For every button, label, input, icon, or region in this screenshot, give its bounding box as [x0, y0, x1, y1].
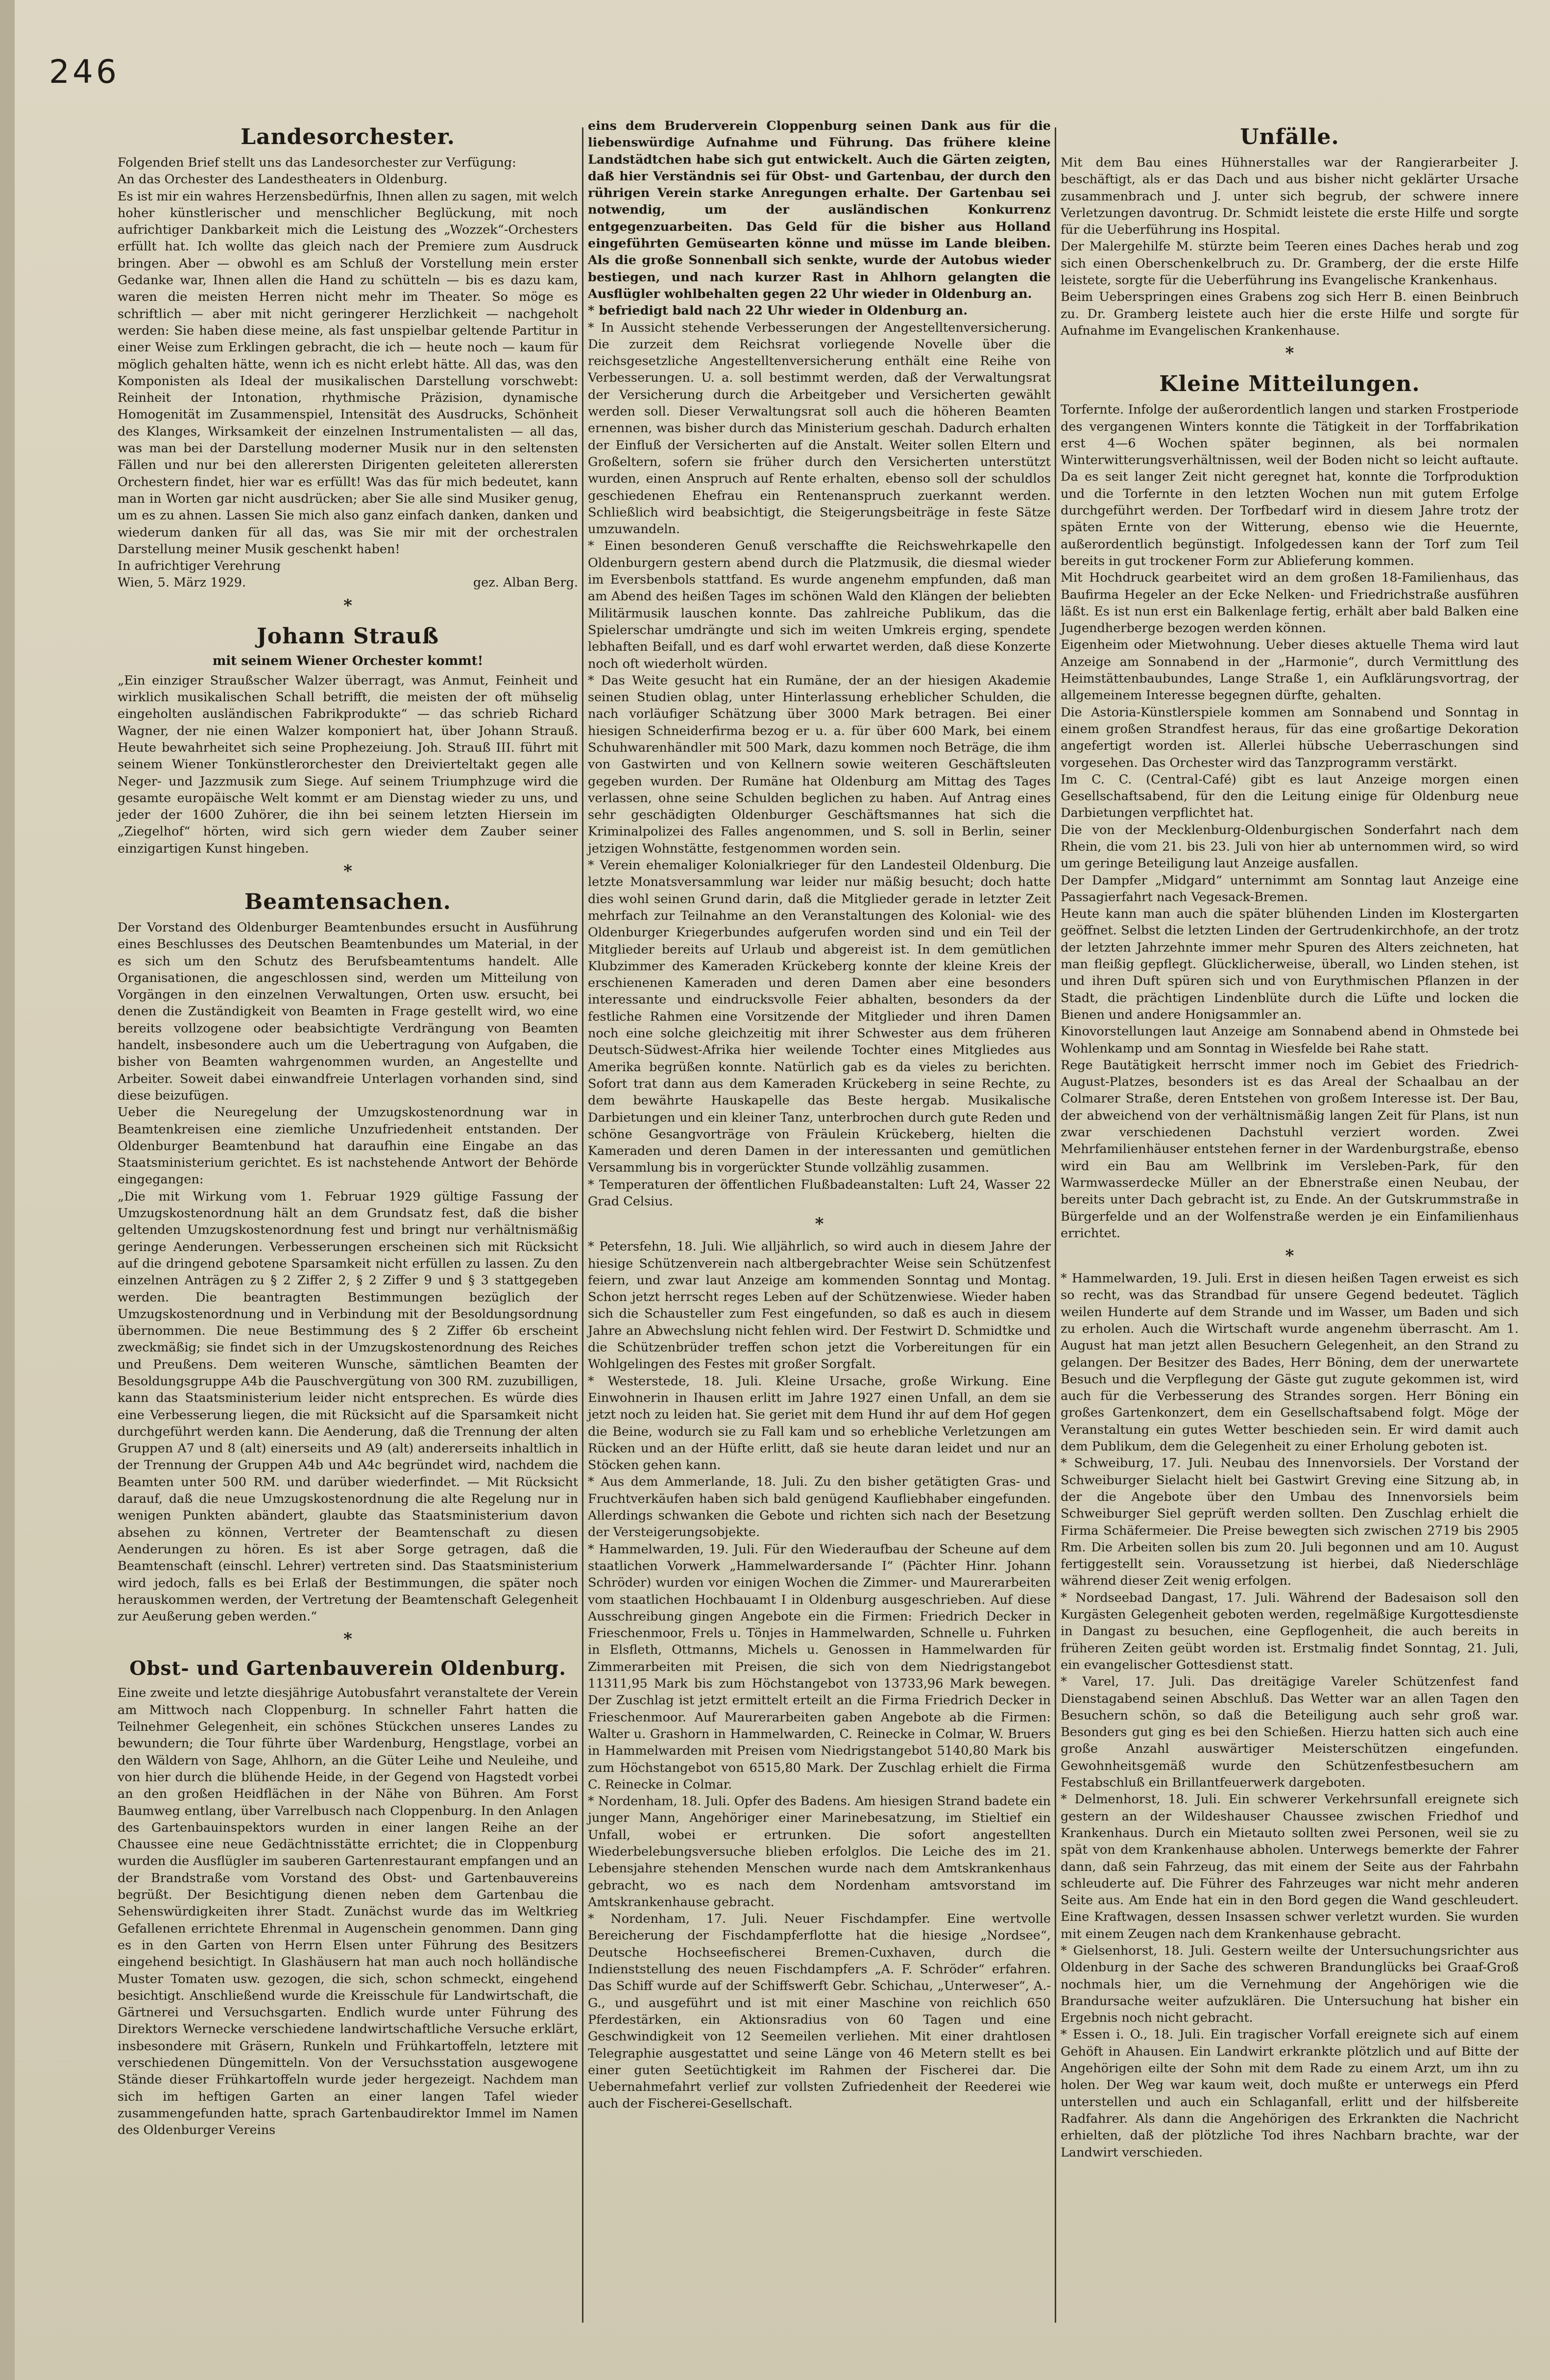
section-separator: * — [1285, 344, 1294, 364]
article-paragraph: Der Vorstand des Oldenburger Beamtenbundes ersucht in Ausführung eines Beschlusses des Deutschen Beamtenbundes um Material, in der es sich um den Schutz des Berufsbeamtentums handelt. Alle Organisationen, die angeschlossen sind, werden um Mitteilung von Vorgängen in den einzelnen Verwaltungen, Orten usw. ersucht, bei denen die Zuständigkeit von Beamten in Frage gestellt wird, wo eine bereits vollzogene oder beabsichtigte Verdrängung von Beamten handelt, insbesondere auch um die Uebertragung von Aufgaben, die bisher von Beamten wahrgenommen wurden, an Angestellte und Arbeiter. Soweit dabei einwandfreie Unterlagen vorhanden sind, sind diese beizufügen. — [118, 920, 578, 1103]
column-middle — [588, 118, 1051, 2112]
column-rule — [582, 127, 583, 2323]
article-paragraph: * Temperaturen der öffentlichen Flußbadeanstalten: Luft 24, Wasser 22 Grad Celsius. — [588, 1177, 1051, 1209]
article-paragraph: * Delmenhorst, 18. Juli. Ein schwerer Verkehrsunfall ereignete sich gestern an der Wildeshauser Chaussee zwischen Friedhof und Krankenhaus. Durch ein Mietauto sollten zwei Personen, weil sie zu spät von dem Krankenhause abholen. Unterwegs bemerkte der Fahrer dann, daß sein Fahrzeug, das mit einem der Seite aus der Fahrbahn schleuderte auf. Die Führer des Fahrzeuges war nicht mehr anderen Seite aus. Am Ende hat ein in den Bord gegen die Wand geschleudert. Eine Kraftwagen, dessen Insassen schwer verletzt wurden. Sie wurden mit einem Zeugen nach dem Krankenhause gebracht. — [1061, 1792, 1519, 1941]
article-paragraph: Der Malergehilfe M. stürzte beim Teeren eines Daches herab und zog sich einen Oberschenkelbruch zu. Dr. Gramberg, der die erste Hilfe leistete, sorgte für die Ueberführung ins Evangelische Krankenhaus. — [1061, 239, 1519, 288]
signature: gez. Alban Berg. — [473, 575, 578, 590]
article-paragraph: Eine zweite und letzte diesjährige Autobusfahrt veranstaltete der Verein am Mittwoch nach Cloppenburg. In schneller Fahrt hatten die Teilnehmer Gelegenheit, ein schönes Stückchen unseres Landes zu bewundern; die Tour führte über Wardenburg, Hengstlage, vorbei an den Wäldern von Sage, Ahlhorn, an die Güter Leihe und Neuleihe, und von hier durch die blühende Heide, in der Gegend von Hagstedt vorbei an den großen Heidflächen in der Nähe von Bühren. Am Forst Baumweg entlang, über Varrelbusch nach Cloppenburg. In den Anlagen des Gartenbauinspektors wurden in einer langen Reihe an der Chaussee eine neue Gedächtnisstätte errichtet; die in Cloppenburg wurden die Ausflügler im sauberen Gartenrestaurant empfangen und an der Brandstraße vom Vorstand des Obst- und Gartenbauvereins begrüßt. Der Besichtigung dienen neben dem Gartenbau die Sehenswürdigkeiten ihrer Stadt. Zunächst wurde das im Weltkrieg Gefallenen errichtete Ehrenmal in Augenschein genommen. Dann ging es in den Garten von Herrn Elsen unter Führung des Besitzers eingehend besichtigt. In Glashäusern hat man auch noch holländische Muster Tomaten usw. gezogen, die sich, schon schmeckt, eingehend besichtigt. Anschließend wurde die Kreisschule für Landwirtschaft, die Gärtnerei und Versuchsgarten. Endlich wurde unter Führung des Direktors Wernecke verschiedene landwirtschaftliche Versuche erklärt, insbesondere mit Gräsern, Runkeln und Frühkartoffeln, letztere mit verschiedenen Düngemitteln. Von der Versuchsstation ausgewogene Stände dieser Frühkartoffeln wurde jeder hergezeigt. Nachdem man sich im heftigen Garten an einer langen Tafel wieder zusammengefunden hatte, sprach Gartenbaudirektor Immel im Namen des Oldenburger Vereins — [118, 1686, 578, 2138]
article-paragraph: * Nordenham, 17. Juli. Neuer Fischdampfer. Eine wertvolle Bereicherung der Fischdampferflotte hat die hiesige „Nordsee“, Deutsche Hochseefischerei Bremen-Cuxhaven, durch die Indienststellung des neuen Fischdampfers „A. F. Schröder“ erfahren. Das Schiff wurde auf der Schiffswerft Gebr. Schichau, „Unterweser“, A.-G., und ausgeführt und ist mit einer Maschine von reichlich 650 Pferdestärken, ein Aktionsradius von 60 Tagen und eine Geschwindigkeit von 12 Seemeilen verliehen. Mit einer drahtlosen Telegraphie ausgestattet und seine Länge von 46 Metern stellt es bei einer guten Seetüchtigkeit im Rahmen der Fischerei dar. Die Uebernahmefahrt verlief zur vollsten Zufriedenheit der Reederei wie auch der Fischerei-Gesellschaft. — [588, 1912, 1051, 2111]
section-separator: * — [343, 861, 352, 881]
article-paragraph: * Hammelwarden, 19. Juli. Erst in diesen heißen Tagen erweist es sich so recht, was das Strandbad für unsere Gegend bedeutet. Täglich weilen Hunderte auf dem Strande und im Wasser, um Baden und sich zu erholen. Auch die Wirtschaft wurde angenehm überrascht. Am 1. August hat man jetzt allen Besuchern Gelegenheit, an den Strand zu gelangen. Der Besitzer des Bades, Herr Böning, dem der unerwartete Besuch und die Verpflegung der Gäste gut zugute gekommen ist, wird auch für die Verbesserung des Strandes sorgen. Herr Böning ein großes Gartenkonzert, dem ein Gesellschaftsabend folgt. Möge der Veranstaltung ein gutes Wetter beschieden sein. Er wird damit auch dem Publikum, dem die Gelegenheit zu einer Erholung geboten ist. — [1061, 1271, 1519, 1454]
section-separator: * — [343, 1629, 352, 1649]
article-paragraph: * Hammelwarden, 19. Juli. Für den Wiederaufbau der Scheune auf dem staatlichen Vorwerk „Hammelwardersande I“ (Pächter Hinr. Johann Schröder) wurden vor einigen Wochen die Zimmer- und Maurerarbeiten vom staatlichen Hochbauamt I in Oldenburg ausgeschrieben. Auf diese Ausschreibung gingen Angebote ein die Firmen: Friedrich Decker in Frieschenmoor, Frels u. Tönjes in Hammelwarden, Schnelle u. Fuhrken in Elsfleth, Ottmanns, Michels u. Genossen in Hammelwarden für Zimmerarbeiten mit Preisen, die sich von dem Niedrigstangebot 11311,95 Mark bis zum Höchstangebot von 13733,96 Mark bewegen. Der Zuschlag ist jetzt ermittelt erteilt an die Firma Friedrich Decker in Frieschenmoor. Auf Maurerarbeiten gaben Angebote ab die Firmen: Walter u. Grashorn in Hammelwarden, C. Reinecke in Colmar, W. Bruers in Hammelwarden mit Preisen vom Niedrigstangebot 5140,80 Mark bis zum Höchstangebot von 6515,80 Mark. Der Zuschlag erhielt die Firma C. Reinecke in Colmar. — [588, 1542, 1051, 1792]
section-separator: * — [1285, 1246, 1294, 1266]
column-rule — [1055, 127, 1056, 2323]
article-paragraph: * Varel, 17. Juli. Das dreitägige Vareler Schützenfest fand Dienstagabend seinen Abschluß. Das Wetter war an allen Tagen den Besuchern schön, so daß die Beteiligung auch sehr groß war. Besonders gut ging es bei den Schießen. Hierzu hatten sich auch eine große Anzahl auswärtiger Meisterschützen eingefunden. Gewohnheitsgemäß wurde den Schützenfestbesuchern am Festabschluß ein Brillantfeuerwerk dargeboten. — [1061, 1674, 1519, 1791]
article-paragraph: Mit Hochdruck gearbeitet wird an dem großen 18-Familienhaus, das Baufirma Hegeler an der Ecke Nelken- und Friedrichstraße ausführen läßt. Es ist nun erst ein Balkenlage fertig, erhält aber bald Balken eine Jugendherberge bezogen werden können. — [1061, 570, 1519, 636]
article-paragraph: * Essen i. O., 18. Juli. Ein tragischer Vorfall ereignete sich auf einem Gehöft in Ahausen. Ein Landwirt erkrankte plötzlich und auf Bitte der Angehörigen eilte der Sohn mit dem Rade zu einem Arzt, um ihn zu holen. Der Weg war kaum weit, doch mußte er unterwegs ein Pferd unterstellen und auch ein Schlaganfall, erlitt und der hilfsbereite Radfahrer. Als dann die Angehörigen des Erkrankten die Nachricht erhielten, daß der plötzliche Tod ihres Nachbarn brachte, war der Landwirt verschieden. — [1061, 2027, 1519, 2160]
article-paragraph: Kinovorstellungen laut Anzeige am Sonnabend abend in Ohmstede bei Wohlenkamp und am Sonntag in Wiesfelde bei Rahe statt. — [1061, 1024, 1519, 1056]
column-right — [1061, 118, 1519, 2161]
article-paragraph: * Aus dem Ammerlande, 18. Juli. Zu den bisher getätigten Gras- und Fruchtverkäufen haben sich bald genügend Kaufliebhaber eingefunden. Allerdings schwanken die Gebote und richten sich nach der Besetzung der Versteigerungsobjekte. — [588, 1474, 1051, 1540]
article-paragraph: „Die mit Wirkung vom 1. Februar 1929 gültige Fassung der Umzugskostenordnung hält an dem Grundsatz fest, daß die bisher geltenden Umzugskostenordnung fest und bringt nur verhältnismäßig geringe Aenderungen. Verbesserungen erscheinen sich mit Rücksicht auf die dringend gebotene Sparsamkeit nicht erfüllen zu lassen. Zu den einzelnen Anträgen zu § 2 Ziffer 2, § 2 Ziffer 9 und § 3 stattgegeben werden. Die beantragten Bestimmungen bezüglich der Umzugskostenordnung und in Verbindung mit der Besoldungsordnung übernommen. Die neue Bestimmung des § 2 Ziffer 6b erscheint zweckmäßig; sie findet sich in der Umzugskostenordnung des Reiches und Preußens. Dem weiteren Wunsche, sämtlichen Beamten der Besoldungsgruppe A4b die Pauschvergütung von 300 RM. zuzubilligen, kann das Staatsministerium leider nicht entsprechen. Es würde dies eine Verbesserung liegen, die mit Rücksicht auf die Sparsamkeit nicht durchgeführt werden kann. Die Aenderung, daß die Trennung der alten Gruppen A7 und 8 (alt) einerseits und A9 (alt) andererseits inhaltlich in der Trennung der Gruppen A4b und A4c begründet wird, nachdem die Beamten unter 500 RM. und darüber wiederfindet. — Mit Rücksicht darauf, daß die neue Umzugskostenordnung die alte Regelung nur in wenigen Punkten abändert, glaubte das Staatsministerium davon absehen zu können, Vertreter der Beamtenschaft zu diesen Aenderungen zu hören. Es ist aber Sorge getragen, daß die Beamtenschaft (einschl. Lehrer) vertreten sind. Das Staatsministerium wird jedoch, falls es bei Erlaß der Bestimmungen, die später noch herauskommen werden, der Vertretung der Beamtenschaft Gelegenheit zur Aeußerung geben werden.“ — [118, 1189, 578, 1624]
article-paragraph: * Gielsenhorst, 18. Juli. Gestern weilte der Untersuchungsrichter aus Oldenburg in der Sache des schweren Brandunglücks bei Graaf-Groß nochmals hier, um die Vernehmung der Angehörigen wie die Brandursache weiter aufzuklären. Die Untersuchung hat bisher ein Ergebnis noch nicht gebracht. — [1061, 1943, 1519, 2026]
dateline: Wien, 5. März 1929. — [118, 575, 246, 590]
article-headline: Landesorchester. — [241, 124, 455, 149]
article-paragraph: * Petersfehn, 18. Juli. Wie alljährlich, so wird auch in diesem Jahre der hiesige Schützenverein nach altbergebrachter Weise sein Schützenfest feiern, und zwar laut Anzeige am kommenden Sonntag und Montag. Schon jetzt herrscht reges Leben auf der Schützenwiese. Wieder haben sich die Schausteller zum Fest eingefunden, so daß es auch in diesem Jahre an Abwechslung nicht fehlen wird. Der Festwirt D. Schmidtke und die Schützenbrüder treffen schon jetzt die Vorbereitungen für ein Wohlgelingen des Festes mit großer Sorgfalt. — [588, 1239, 1051, 1372]
article-paragraph: Beim Ueberspringen eines Grabens zog sich Herr B. einen Beinbruch zu. Dr. Gramberg leistete auch hier die erste Hilfe und sorgte für Aufnahme im Evangelischen Krankenhause. — [1061, 290, 1519, 338]
signature-line — [118, 574, 578, 591]
article-paragraph: Im C. C. (Central-Café) gibt es laut Anzeige morgen einen Gesellschaftsabend, für den die Leitung einige für Oldenburg neue Darbietungen verpflichtet hat. — [1061, 772, 1519, 821]
article-paragraph: Eigenheim oder Mietwohnung. Ueber dieses aktuelle Thema wird laut Anzeige am Sonnabend in der „Harmonie“, durch Vermittlung des Heimstättenbaubundes, Lange Straße 1, ein Aufklärungsvortrag, der allgemeinem Interesse begegnen dürfte, gehalten. — [1061, 638, 1519, 703]
article-paragraph: An das Orchester des Landestheaters in Oldenburg. — [118, 172, 448, 187]
article-paragraph: Torfernte. Infolge der außerordentlich langen und starken Frostperiode des vergangenen Winters konnte die Tätigkeit in der Torffabrikation erst 4—6 Wochen später beginnen, als bei normalen Winterwitterungsverhältnissen, weil der Boden nicht so leicht auftaute. Da es seit langer Zeit nicht geregnet hat, konnte die Torfproduktion und die Torfernte in den letzten Wochen nun mit gutem Erfolge durchgeführt werden. Der Torfbedarf wird in diesem Jahre trotz der späten Ernte von der Witterung, ebenso wie die Heuernte, außerordentlich begünstigt. Infolgedessen kann der Torf zum Teil bereits in gut trockener Form zur Ablieferung kommen. — [1061, 402, 1519, 568]
article-paragraph: Folgenden Brief stellt uns das Landesorchester zur Verfügung: — [118, 155, 516, 170]
page-edge — [0, 0, 15, 2380]
article-paragraph: „Ein einziger Straußscher Walzer überragt, was Anmut, Feinheit und wirklich musikalischen Schall betrifft, die meisten der oft mühselig eingeholten ausländischen Fabrikprodukte“ — das schrieb Richard Wagner, der nie einen Walzer komponiert hat, über Johann Strauß. Heute bewahrheitet sich seine Prophezeiung. Joh. Strauß III. führt mit seinem Wiener Tonkünstlerorchester den Dreivierteltakt gegen alle Neger- und Jazzmusik zum Siege. Auf seinem Triumphzuge wird die gesamte europäische Welt kommt er am Dienstag wieder zu uns, und jeder der 1600 Zuhörer, die ihn bei seinem letzten Hiersein im „Ziegelhof“ hörten, wird sich gern wieder dem Zauber seiner einzigartigen Kunst hingeben. — [118, 673, 578, 856]
article-paragraph: eins dem Bruderverein Cloppenburg seinen Dank aus für die liebenswürdige Aufnahme und Führung. Das frühere kleine Landstädtchen habe sich gut entwickelt. Auch die Gärten zeigten, daß hier Verständnis sei für Obst- und Gartenbau, der durch den rührigen Verein starke Anregungen erhalte. Der Gartenbau sei notwendig, um der ausländischen Konkurrenz entgegenzuarbeiten. Das Geld für die bisher aus Holland eingeführten Gemüsearten könne und müsse im Lande bleiben. Als die große Sonnenball sich senkte, wurde der Autobus wieder bestiegen, und nach kurzer Rast in Ahlhorn gelangten die Ausflügler wohlbehalten gegen 22 Uhr wieder in Oldenburg an. — [588, 119, 1051, 301]
article-headline: Johann Strauß — [256, 623, 439, 649]
article-headline: Unfälle. — [1240, 124, 1339, 149]
article-paragraph: * In Aussicht stehende Verbesserungen der Angestelltenversicherung. Die zurzeit dem Reichsrat vorliegende Novelle über die reichsgesetzliche Angestelltenversicherung enthält eine Reihe von Verbesserungen. U. a. soll bestimmt werden, daß der Verwaltungsrat der Versicherung durch die Arbeitgeber und Versicherten gewählt werden soll. Dieser Verwaltungsrat soll auch die höheren Beamten ernennen, was bisher durch das Ministerium geschah. Dadurch erhalten der Einfluß der Versicherten auf die Anstalt. Weiter sollen Eltern und Großeltern, sofern sie früher durch den Versicherten unterstützt wurden, einen Anspruch auf Rente erhalten, ebenso soll der schuldlos geschiedenen Ehefrau ein Rentenanspruch zuerkannt werden. Schließlich wird beabsichtigt, die Steigerungsbeiträge in feste Sätze umzuwandeln. — [588, 320, 1051, 537]
article-paragraph: Heute kann man auch die später blühenden Linden im Klostergarten geöffnet. Selbst die letzten Linden der Gertrudenkirchhofe, an der trotz der letzten Jahrzehnte immer mehr Spuren des Alters zeichneten, hat man fleißig gepflegt. Glücklicherweise, überall, wo Linden stehen, ist und ihren Duft spüren sich und von Eurythmischen Pflanzen in der Stadt, die prächtigen Lindenblüte durch die Lüfte und locken die Bienen und andere Honigsammler an. — [1061, 907, 1519, 1022]
article-paragraph: * Das Weite gesucht hat ein Rumäne, der an der hiesigen Akademie seinen Studien oblag, unter Hinterlassung erheblicher Schulden, die nach vorläufiger Schätzung über 3000 Mark betragen. Bei einer hiesigen Schneiderfirma bezog er u. a. für über 600 Mark, bei einem Schuhwarenhändler mit 500 Mark, dazu kommen noch Beträge, die ihm von Gastwirten und von Kellnern sowie weiteren Geschäftsleuten gegeben wurden. Der Rumäne hat Oldenburg am Mittag des Tages verlassen, ohne seine Schulden beglichen zu haben. Auf Antrag eines sehr geschädigten Oldenburger Geschäftsmannes hat sich die Kriminalpolizei des Falles angenommen, und S. soll in Berlin, seiner jetzigen Wohnstätte, festgenommen worden sein. — [588, 673, 1051, 856]
column-left — [118, 118, 578, 2138]
article-subheadline: mit seinem Wiener Orchester kommt! — [212, 653, 484, 668]
section-separator: * — [815, 1214, 824, 1234]
article-paragraph: * Nordseebad Dangast, 17. Juli. Während der Badesaison soll den Kurgästen Gelegenheit geboten werden, regelmäßige Kurgottesdienste in Dangast zu besuchen, eine Gepflogenheit, die auch bereits in früheren Zeiten geübt worden ist. Erstmalig findet Sonntag, 21. Juli, ein evangelischer Gottesdienst statt. — [1061, 1590, 1519, 1672]
article-paragraph: Ueber die Neuregelung der Umzugskostenordnung war in Beamtenkreisen eine ziemliche Unzufriedenheit entstanden. Der Oldenburger Beamtenbund hat daraufhin eine Eingabe an das Staatsministerium gerichtet. Es ist nachstehende Antwort der Behörde eingegangen: — [118, 1105, 578, 1187]
article-paragraph: * Westerstede, 18. Juli. Kleine Ursache, große Wirkung. Eine Einwohnerin in Ihausen erlitt im Jahre 1927 einen Unfall, an dem sie jetzt noch zu leiden hat. Sie geriet mit dem Hund ihr auf dem Hof gegen die Beine, wodurch sie zu Fall kam und so erhebliche Verletzungen am Rücken und an der Hüfte erlitt, daß sie heute daran leidet und nur an Stöcken gehen kann. — [588, 1374, 1051, 1473]
article-paragraph: Es ist mir ein wahres Herzensbedürfnis, Ihnen allen zu sagen, mit welch hoher künstlerischer und menschlicher Beglückung, mit noch aufrichtiger Dankbarkeit mich die Leistung des „Wozzek“-Orchesters erfüllt hat. Ich wollte das gleich nach der Premiere zum Ausdruck bringen. Aber — obwohl es am Schluß der Vorstellung mein erster Gedanke war, Ihnen allen die Hand zu schütteln — bis es dazu kam, waren die meisten Herren nicht mehr im Theater. So möge es schriftlich — aber mit nicht geringerer Herzlichkeit — nachgeholt werden: Sie haben diese meine, als fast unspielbar geltende Partitur in einer Weise zum Erklingen gebracht, die ich — heute noch — kaum für möglich gehalten hätte, wenn ich es nicht erlebt hätte. All das, was den Komponisten als Ideal der musikalischen Darstellung vorschwebt: Reinheit der Intonation, rhythmische Präzision, dynamische Homogenität im Zusammenspiel, Intensität des Ausdrucks, Schönheit des Klanges, Wirksamkeit der einzelnen Instrumentalisten — all das, was man bei der Darstellung moderner Musik nur in den seltensten Fällen und nur bei den allerersten Dirigenten geleiteten allerersten Orchestern findet, hier war es erfüllt! Was das für mich bedeutet, kann man in Worten gar nicht ausdrücken; aber Sie alle sind Musiker genug, um es zu ahnen. Lassen Sie mich also ganz einfach danken, danken und wiederum danken für all das, was Sie mir mit der orchestralen Darstellung meiner Musik geschenkt haben! — [118, 189, 578, 557]
article-paragraph: * Nordenham, 18. Juli. Opfer des Badens. Am hiesigen Strand badete ein junger Mann, Angehöriger einer Marinebesatzung, im Stieltief ein Unfall, wobei er ertrunken. Die sofort angestellten Wiederbelebungsversuche blieben erfolglos. Die Leiche des im 21. Lebensjahre stehenden Menschen wurde nach dem Amtskrankenhaus gebracht, wo es nach dem Nordenham amtsvorstand im Amtskrankenhause gebracht. — [588, 1794, 1051, 1910]
article-headline: Kleine Mitteilungen. — [1159, 371, 1420, 397]
article-paragraph: Der Dampfer „Midgard“ unternimmt am Sonntag laut Anzeige eine Passagierfahrt nach Vegesack-Bremen. — [1061, 873, 1519, 905]
page-number: 246 — [49, 53, 120, 91]
article-paragraph: In aufrichtiger Verehrung — [118, 559, 281, 574]
article-paragraph: * Verein ehemaliger Kolonialkrieger für den Landesteil Oldenburg. Die letzte Monatsversammlung war leider nur mäßig besucht; doch hatte dies wohl seinen Grund darin, daß die Mitglieder gerade in letzter Zeit mehrfach zur Teilnahme an den Veranstaltungen des Kolonial- wie des Oldenburger Kriegerbundes aufgerufen worden sind und ein Teil der Mitglieder bereits auf Urlaub und abgereist ist. In dem gemütlichen Klubzimmer des Kameraden Krückeberg konnte der kleine Kreis der erschienenen Kameraden und deren Damen aber eine besonders interessante und eindrucksvolle Feier abhalten, besonders da der festliche Rahmen eine Vorsitzende der Mitglieder und ihren Damen noch eine solche gleichzeitig mit ihrer Schwester aus dem früheren Deutsch-Südwest-Afrika hier weilende Tochter eines Mitgliedes aus Amerika begrüßen konnte. Natürlich gab es da vieles zu berichten. Sofort trat dann aus dem Kameraden Krückeberg in seine Rechte, zu dem bewährte Hauskapelle das Beste hergab. Musikalische Darbietungen und ein kleiner Tanz, unterbrochen durch gute Reden und schöne Gesangvorträge von Fräulein Krückeberg, hielten die Kameraden und deren Damen in der interessanten und gemütlichen Versammlung bis in vorgerückter Stunde vollzählig zusammen. — [588, 858, 1051, 1176]
article-paragraph: * Schweiburg, 17. Juli. Neubau des Innenvorsiels. Der Vorstand der Schweiburger Sielacht hielt bei Gastwirt Greving eine Sitzung ab, in der die Angebote über den Umbau des Innenvorsiels beim Schweiburger Siel geprüft werden sollten. Den Zuschlag erhielt die Firma Schäfermeier. Die Preise bewegten sich zwischen 2719 bis 2905 Rm. Die Arbeiten sollen bis zum 20. Juli begonnen und am 10. August fertiggestellt sein. Voraussetzung ist hierbei, daß Niederschläge während dieser Zeit wenig erfolgen. — [1061, 1456, 1519, 1589]
article-paragraph: Die Astoria-Künstlerspiele kommen am Sonnabend und Sonntag in einem großen Strandfest heraus, für das eine großartige Dekoration angefertigt worden ist. Allerlei hübsche Ueberraschungen sind vorgesehen. Das Orchester wird das Tanzprogramm verstärkt. — [1061, 705, 1519, 770]
article-headline: Obst- und Gartenbauverein Oldenburg. — [129, 1657, 566, 1680]
article-headline: Beamtensachen. — [244, 889, 451, 914]
article-paragraph: Mit dem Bau eines Hühnerstalles war der Rangierarbeiter J. beschäftigt, als er das Dach und aus bisher nicht geklärter Ursache zusammenbrach und J. unter sich begrub, der schwere innere Verletzungen davontrug. Dr. Schmidt leistete die erste Hilfe und sorgte für die Ueberführung ins Hospital. — [1061, 155, 1519, 238]
article-paragraph: Die von der Mecklenburg-Oldenburgischen Sonderfahrt nach dem Rhein, die vom 21. bis 23. Juli von hier ab unternommen wird, so wird um geringe Beteiligung laut Anzeige ausfallen. — [1061, 822, 1519, 871]
article-paragraph: * befriedigt bald nach 22 Uhr wieder in Oldenburg an. — [588, 303, 968, 319]
article-paragraph: * Einen besonderen Genuß verschaffte die Reichswehrkapelle den Oldenburgern gestern abend durch die Platzmusik, die diesmal wieder im Eversbenbols stattfand. Es wurde angenehm empfunden, daß man am Abend des heißen Tages im schönen Wald den Klängen der beliebten Militärmusik lauschen konnte. Das zahlreiche Publikum, das die Spielerschar umdrängte und sich im weiten Umkreis erging, spendete lebhaften Beifall, und es darf wohl erwartet werden, daß diese Konzerte noch oft wiederholt würden. — [588, 539, 1051, 671]
article-paragraph: Rege Bautätigkeit herrscht immer noch im Gebiet des Friedrich-August-Platzes, besonders ist es das Areal der Schaalbau an der Colmarer Straße, deren Entstehen von großem Interesse ist. Der Bau, der abweichend von der verhältnismäßig langen Zeit für Plans, ist nun zwar verschiedenen Dachstuhl verziert worden. Zwei Mehrfamilienhäuser entstehen ferner in der Wardenburgstraße, ebenso wird ein Bau am Wellbrink im Versleben-Park, für den Warmwasserdecke Müller an der Ebnerstraße einen Neubau, der bereits unter Dach gebracht ist, zu Ende. An der Gutskrummstraße in Bürgerfelde und an der Wolfenstraße werden je ein Einfamilienhaus errichtet. — [1061, 1057, 1519, 1241]
section-separator: * — [343, 595, 352, 615]
